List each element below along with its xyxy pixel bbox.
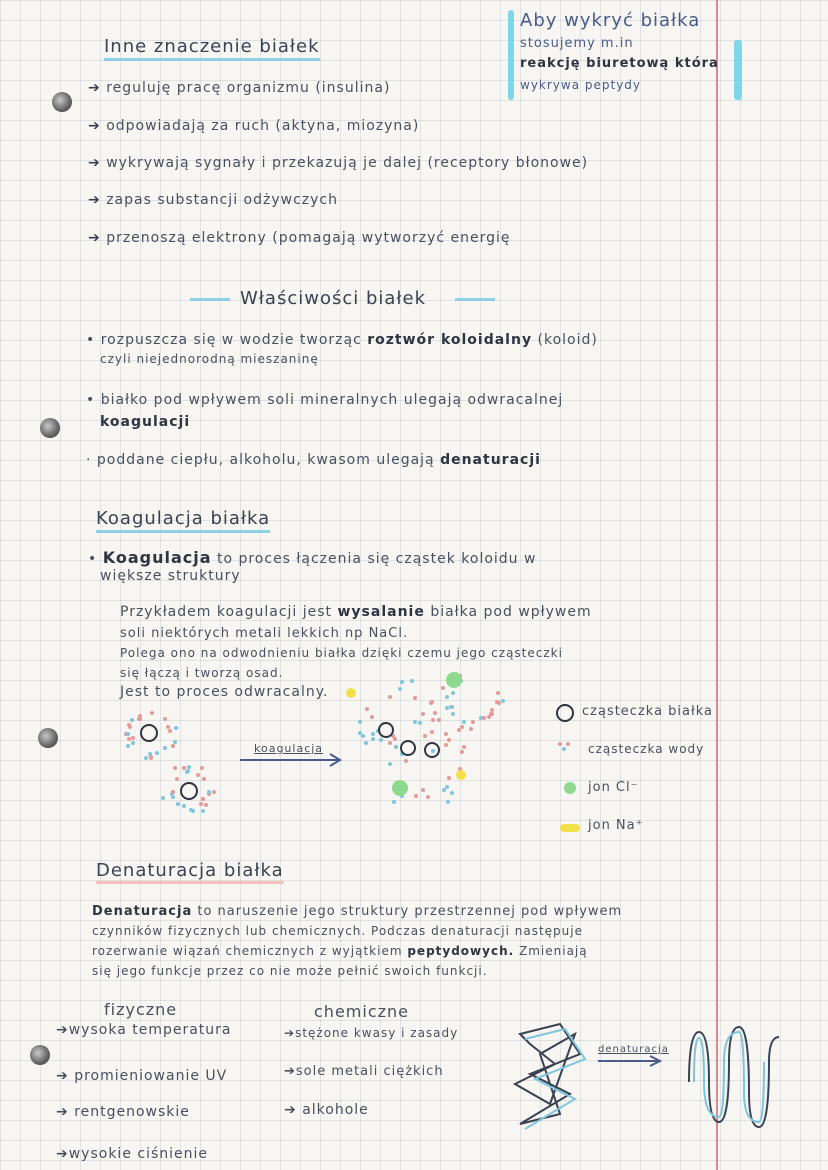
column-title: fizyczne	[104, 1000, 178, 1019]
water-dot	[413, 720, 417, 724]
water-dot	[451, 691, 455, 695]
water-dot	[174, 726, 178, 730]
water-dot	[451, 712, 455, 716]
water-dot	[364, 741, 368, 745]
binder-hole	[38, 728, 58, 748]
water-dot	[414, 794, 418, 798]
margin-line	[716, 0, 718, 1170]
water-dot	[437, 718, 441, 722]
water-dot	[150, 711, 154, 715]
paragraph-line: się łączą i tworzą osad.	[120, 666, 284, 680]
note-line: stosujemy m.in	[520, 36, 634, 51]
water-dot	[394, 745, 398, 749]
list-item: ➔stężone kwasy i zasady	[284, 1026, 459, 1040]
water-dot	[128, 725, 132, 729]
water-dot	[201, 797, 205, 801]
water-dot	[161, 796, 165, 800]
protein-particle	[140, 724, 158, 742]
note-line: wykrywa peptydy	[520, 78, 642, 92]
water-dot	[421, 788, 425, 792]
water-dot	[186, 769, 190, 773]
water-dot	[447, 738, 451, 742]
section-title: Koagulacja białka	[96, 508, 270, 533]
bullet-cont: czyli niejednorodną mieszaninę	[100, 352, 319, 366]
list-item: ➔ promieniowanie UV	[56, 1068, 228, 1084]
water-dot	[126, 732, 130, 736]
binder-hole	[52, 92, 72, 112]
title-dash	[455, 298, 495, 301]
water-dot	[421, 712, 425, 716]
water-dot	[388, 741, 392, 745]
section-title: Właściwości białek	[240, 288, 427, 309]
water-dot	[442, 788, 446, 792]
water-dot	[137, 717, 141, 721]
water-dot	[196, 773, 200, 777]
water-dot	[445, 785, 449, 789]
water-dot	[130, 718, 134, 722]
list-item: ➔ przenoszą elektrony (pomagają wytworzyć energię	[88, 230, 511, 246]
water-dot	[404, 759, 408, 763]
water-dot	[200, 766, 204, 770]
section-title: Denaturacja białka	[96, 860, 284, 884]
legend-na-icon	[560, 824, 580, 832]
water-dot	[426, 795, 430, 799]
list-item: ➔sole metali ciężkich	[284, 1064, 444, 1079]
list-item: ➔ odpowiadają za ruch (aktyna, miozyna)	[88, 118, 420, 134]
legend-label: jon Na⁺	[588, 818, 644, 833]
title-dash	[190, 298, 230, 301]
water-dot	[127, 737, 131, 741]
water-dot	[144, 756, 148, 760]
water-dot	[469, 727, 473, 731]
water-dot	[431, 718, 435, 722]
water-dot	[460, 725, 464, 729]
list-item: ➔ rentgenowskie	[56, 1104, 190, 1120]
water-dot	[175, 777, 179, 781]
paragraph-line: Jest to proces odwracalny.	[120, 684, 329, 700]
denaturation-arrow-label: denaturacja	[598, 1044, 669, 1055]
water-dot	[444, 743, 448, 747]
note-line: reakcję biuretową która	[520, 56, 719, 71]
definition-cont: większe struktury	[100, 568, 241, 584]
water-dot	[487, 715, 491, 719]
water-dot	[199, 802, 203, 806]
spiral-binding	[0, 0, 22, 1170]
water-dot	[433, 711, 437, 715]
water-dot	[441, 686, 445, 690]
water-dot	[449, 705, 453, 709]
paragraph-line: soli niektórych metali lekkich np NaCl.	[120, 626, 409, 641]
list-item: ➔wysokie ciśnienie	[56, 1146, 209, 1162]
water-dot	[457, 728, 461, 732]
water-dot	[163, 746, 167, 750]
water-dot	[163, 717, 167, 721]
water-dot	[358, 720, 362, 724]
list-item: ➔ alkohole	[284, 1102, 369, 1118]
column-title: chemiczne	[314, 1002, 409, 1021]
water-dot	[171, 790, 175, 794]
water-dot	[430, 700, 434, 704]
bullet-cont: koagulacji	[100, 414, 191, 430]
paragraph-line: Denaturacja to naruszenie jego struktury przestrzennej pod wpływem	[92, 904, 623, 919]
definition: • Koagulacja to proces łączenia się cząstek koloidu w	[88, 548, 537, 567]
list-item: ➔wysoka temperatura	[56, 1022, 232, 1038]
water-dot	[471, 720, 475, 724]
paragraph-line: czynników fizycznych lub chemicznych. Podczas denaturacji następuje	[92, 924, 583, 938]
water-dot	[371, 737, 375, 741]
water-dot	[444, 732, 448, 736]
legend-protein-icon	[556, 704, 574, 722]
water-dot	[155, 751, 159, 755]
water-dot	[173, 766, 177, 770]
coagulation-arrow	[238, 752, 348, 768]
binder-hole	[30, 1045, 50, 1065]
unfolded-protein-drawing	[684, 1022, 784, 1132]
water-dot	[370, 715, 374, 719]
water-dot	[126, 744, 130, 748]
water-dot	[418, 721, 422, 725]
water-dot	[168, 729, 172, 733]
coagulation-arrow-label: koagulacja	[254, 742, 324, 755]
cl-ion	[392, 780, 408, 796]
folded-protein-drawing	[500, 1014, 590, 1134]
paragraph-line: się jego funkcje przez co nie może pełnić swoich funkcji.	[92, 964, 488, 978]
water-dot	[490, 708, 494, 712]
binder-hole	[40, 418, 60, 438]
bullet: • białko pod wpływem soli mineralnych ulegają odwracalnej	[86, 392, 564, 408]
water-dot	[131, 741, 135, 745]
water-dot	[201, 809, 205, 813]
protein-particle	[378, 722, 394, 738]
water-dot	[460, 750, 464, 754]
water-dot	[202, 777, 206, 781]
legend-label: cząsteczka wody	[588, 742, 705, 756]
water-dot	[371, 732, 375, 736]
note-bracket-left	[508, 10, 514, 100]
list-item: ➔ wykrywają sygnały i przekazują je dalej (receptory błonowe)	[88, 155, 589, 171]
water-dot	[482, 716, 486, 720]
water-dot	[496, 691, 500, 695]
water-dot	[446, 800, 450, 804]
denaturation-arrow	[596, 1054, 666, 1068]
water-dot	[388, 762, 392, 766]
water-dot	[462, 720, 466, 724]
list-item: ➔ zapas substancji odżywczych	[88, 192, 338, 208]
bullet: · poddane ciepłu, alkoholu, kwasom ulegają denaturacji	[86, 452, 541, 468]
na-ion	[346, 688, 356, 698]
note-bracket-right	[734, 40, 742, 100]
bullet: • rozpuszcza się w wodzie tworząc roztwór koloidalny (koloid)	[86, 332, 598, 348]
protein-particle	[424, 742, 440, 758]
protein-particle	[400, 740, 416, 756]
water-dot	[450, 791, 454, 795]
water-dot	[413, 696, 417, 700]
water-dot	[501, 699, 505, 703]
water-dot	[212, 790, 216, 794]
list-item: ➔ reguluję pracę organizmu (insulina)	[88, 80, 391, 96]
water-dot	[445, 695, 449, 699]
paragraph-line: Polega ono na odwodnieniu białka dzięki czemu jego cząsteczki	[120, 646, 563, 660]
paragraph-line: Przykładem koagulacji jest wysalanie białka pod wpływem	[120, 604, 592, 620]
water-dot	[149, 756, 153, 760]
note-line: Aby wykryć białka	[520, 10, 701, 31]
water-dot	[131, 736, 135, 740]
protein-particle	[180, 782, 198, 800]
water-dot	[182, 766, 186, 770]
cl-ion	[446, 672, 462, 688]
water-dot	[207, 790, 211, 794]
water-dot	[365, 707, 369, 711]
paragraph-line: rozerwanie wiązań chemicznych z wyjątkiem peptydowych. Zmieniają	[92, 944, 588, 958]
water-dot	[400, 680, 404, 684]
water-dot	[392, 800, 396, 804]
water-dot	[388, 695, 392, 699]
water-dot	[423, 734, 427, 738]
legend-label: cząsteczka białka	[582, 704, 713, 719]
section-title: Inne znaczenie białek	[104, 36, 320, 61]
water-dot	[379, 738, 383, 742]
legend-water-icon	[558, 742, 574, 752]
water-dot	[447, 776, 451, 780]
legend-label: jon Cl⁻	[588, 780, 639, 795]
water-dot	[176, 802, 180, 806]
water-dot	[173, 740, 177, 744]
water-dot	[398, 687, 402, 691]
water-dot	[182, 804, 186, 808]
na-ion	[456, 770, 466, 780]
water-dot	[171, 744, 175, 748]
legend-cl-icon	[564, 782, 576, 794]
water-dot	[462, 745, 466, 749]
water-dot	[361, 734, 365, 738]
water-dot	[430, 730, 434, 734]
water-dot	[204, 803, 208, 807]
water-dot	[410, 679, 414, 683]
